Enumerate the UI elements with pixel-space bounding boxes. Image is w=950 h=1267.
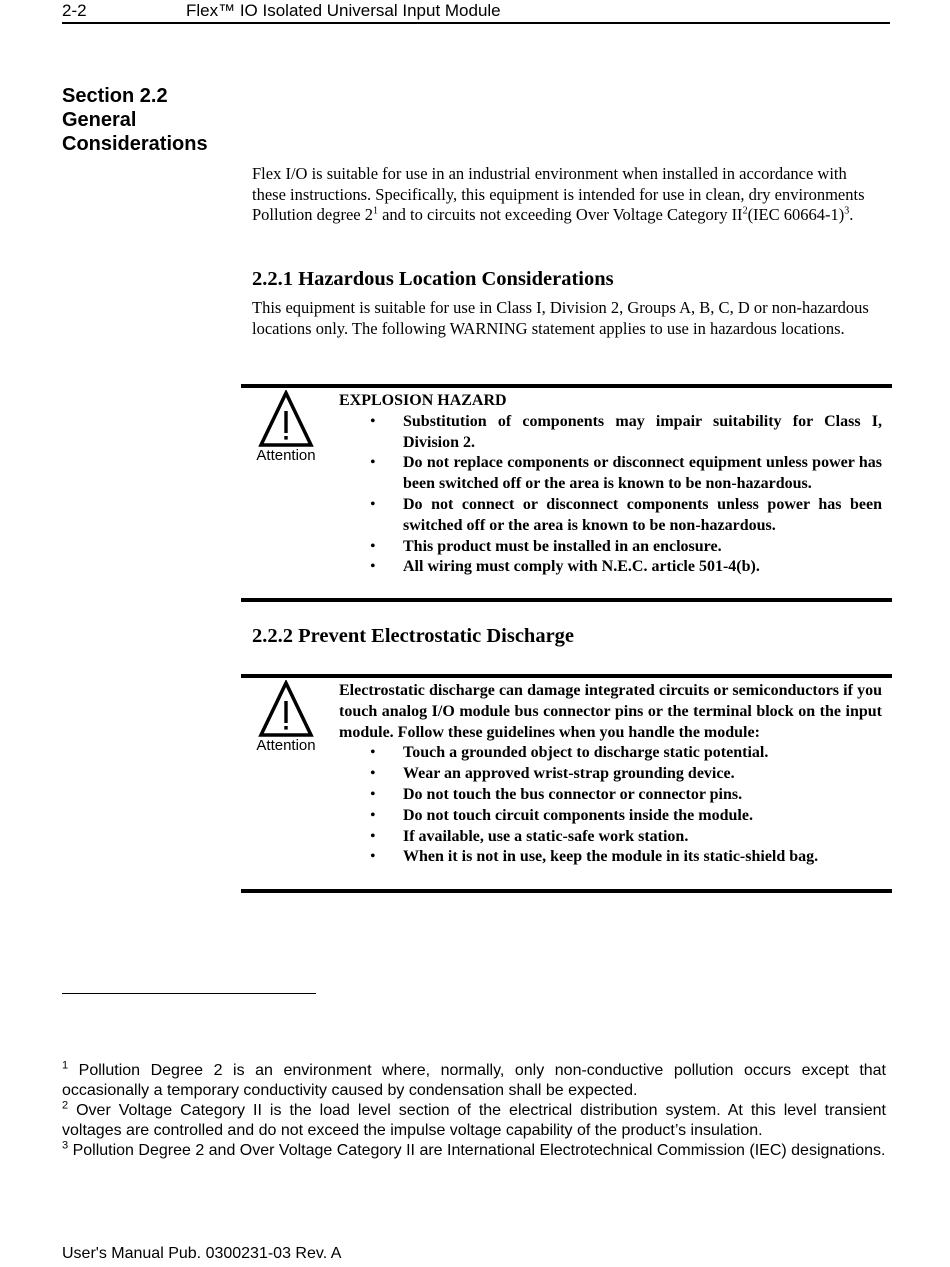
- list-item: [339, 785, 882, 806]
- footnote-number: 3: [62, 1139, 69, 1152]
- explosion-warning-box: [241, 384, 892, 602]
- footnote-text: Pollution Degree 2 is an environment where, normally, only non-conductive pollution occurs except that occasionally a temporary conductivity caused by condensation shall be expected.: [62, 1062, 886, 1099]
- list-item-text: This product must be installed in an enclosure.: [403, 537, 722, 555]
- footnote-text: Over Voltage Category II is the load level section of the electrical distribution system. At this level transient voltages are controlled and do not exceed the impulse voltage capability of the product’s insulation.: [62, 1102, 886, 1139]
- page-header: [62, 0, 890, 24]
- list-item: [339, 412, 882, 454]
- document-title: Flex™ IO Isolated Universal Input Module: [186, 1, 501, 20]
- bullet-icon: •: [370, 495, 376, 513]
- warning-content: [339, 681, 882, 868]
- footnote-divider: [62, 993, 316, 994]
- esd-list: [339, 743, 882, 868]
- footnote-ref: 2: [742, 205, 748, 217]
- attention-label: Attention: [256, 737, 316, 754]
- footnote: [62, 1061, 886, 1101]
- list-item-text: Do not touch circuit components inside the module.: [403, 806, 753, 824]
- list-item: [339, 537, 882, 558]
- list-item: [339, 806, 882, 827]
- list-item-text: Do not replace components or disconnect equipment unless power has been switched off or the area is known to be non-hazardous.: [403, 454, 882, 493]
- intro-text: (IEC 60664-1): [747, 205, 845, 224]
- list-item: [339, 764, 882, 785]
- footnotes: [62, 1061, 886, 1161]
- bullet-icon: •: [370, 765, 376, 783]
- list-item-text: Do not connect or disconnect components unless power has been switched off or the area is known to be non-hazardous.: [403, 495, 882, 534]
- bullet-icon: •: [370, 558, 376, 576]
- list-item-text: When it is not in use, keep the module in its static-shield bag.: [403, 848, 819, 866]
- list-item-text: Do not touch the bus connector or connector pins.: [403, 785, 743, 803]
- footnote-ref: 3: [844, 205, 850, 217]
- esd-heading: 2.2.2 Prevent Electrostatic Discharge: [252, 625, 575, 647]
- hazardous-heading: 2.2.1 Hazardous Location Considerations: [252, 268, 614, 290]
- footnote-number: 2: [62, 1099, 69, 1112]
- list-item-text: Wear an approved wrist-strap grounding device.: [403, 765, 735, 783]
- bullet-icon: •: [370, 744, 376, 762]
- bullet-icon: •: [370, 827, 376, 845]
- bullet-icon: •: [370, 848, 376, 866]
- attention-block: [249, 680, 323, 755]
- warning-list: [339, 412, 882, 578]
- section-heading: [62, 84, 242, 156]
- bullet-icon: •: [370, 785, 376, 803]
- warning-title: EXPLOSION HAZARD: [339, 392, 507, 409]
- list-item-text: If available, use a static-safe work station.: [403, 827, 689, 845]
- footnote: [62, 1101, 886, 1141]
- list-item: [339, 453, 882, 495]
- list-item: [339, 743, 882, 764]
- intro-text: .: [849, 205, 854, 224]
- bullet-icon: •: [370, 806, 376, 824]
- intro-paragraph: [252, 164, 872, 226]
- section-heading-line: Section 2.2: [62, 85, 168, 107]
- list-item: [339, 495, 882, 537]
- section-heading-line: General: [62, 109, 137, 131]
- list-item-text: All wiring must comply with N.E.C. article 501-4(b).: [403, 558, 760, 576]
- list-item: [339, 557, 882, 578]
- footnote-ref: 1: [372, 205, 378, 217]
- footnote: [62, 1141, 886, 1161]
- bullet-icon: •: [370, 412, 376, 430]
- page-footer: User's Manual Pub. 0300231-03 Rev. A: [62, 1245, 342, 1262]
- esd-intro: Electrostatic discharge can damage integrated circuits or semiconductors if you touch analog I/O module bus connector pins or the terminal block on the input module. Follow these guidelines when you handle the module:: [339, 682, 882, 741]
- page-number: 2-2: [62, 1, 87, 20]
- hazardous-paragraph: This equipment is suitable for use in Class I, Division 2, Groups A, B, C, D or non-hazardous locations only. The following WARNING statement applies to use in hazardous locations.: [252, 298, 869, 338]
- warning-content: [339, 391, 882, 578]
- attention-label: Attention: [256, 447, 316, 464]
- attention-block: [249, 390, 323, 465]
- bullet-icon: •: [370, 537, 376, 555]
- footnote-text: Pollution Degree 2 and Over Voltage Category II are International Electrotechnical Commission (IEC) designations.: [68, 1142, 886, 1159]
- warning-triangle-icon: [258, 390, 314, 448]
- section-heading-line: Considerations: [62, 133, 208, 155]
- bullet-icon: •: [370, 454, 376, 472]
- list-item: [339, 847, 882, 868]
- footnote-number: 1: [62, 1059, 69, 1072]
- esd-warning-box: [241, 674, 892, 893]
- list-item-text: Substitution of components may impair suitability for Class I, Division 2.: [403, 412, 882, 451]
- intro-text: and to circuits not exceeding Over Voltage Category II: [377, 205, 743, 224]
- list-item: [339, 827, 882, 848]
- list-item-text: Touch a grounded object to discharge static potential.: [403, 744, 769, 762]
- intro-text: Flex I/O is suitable for use in an industrial environment when installed in accordance with these instructions. Specifically, this equipment is intended for use in clean, dry environments Pollution degree 2: [252, 164, 865, 224]
- warning-triangle-icon: [258, 680, 314, 738]
